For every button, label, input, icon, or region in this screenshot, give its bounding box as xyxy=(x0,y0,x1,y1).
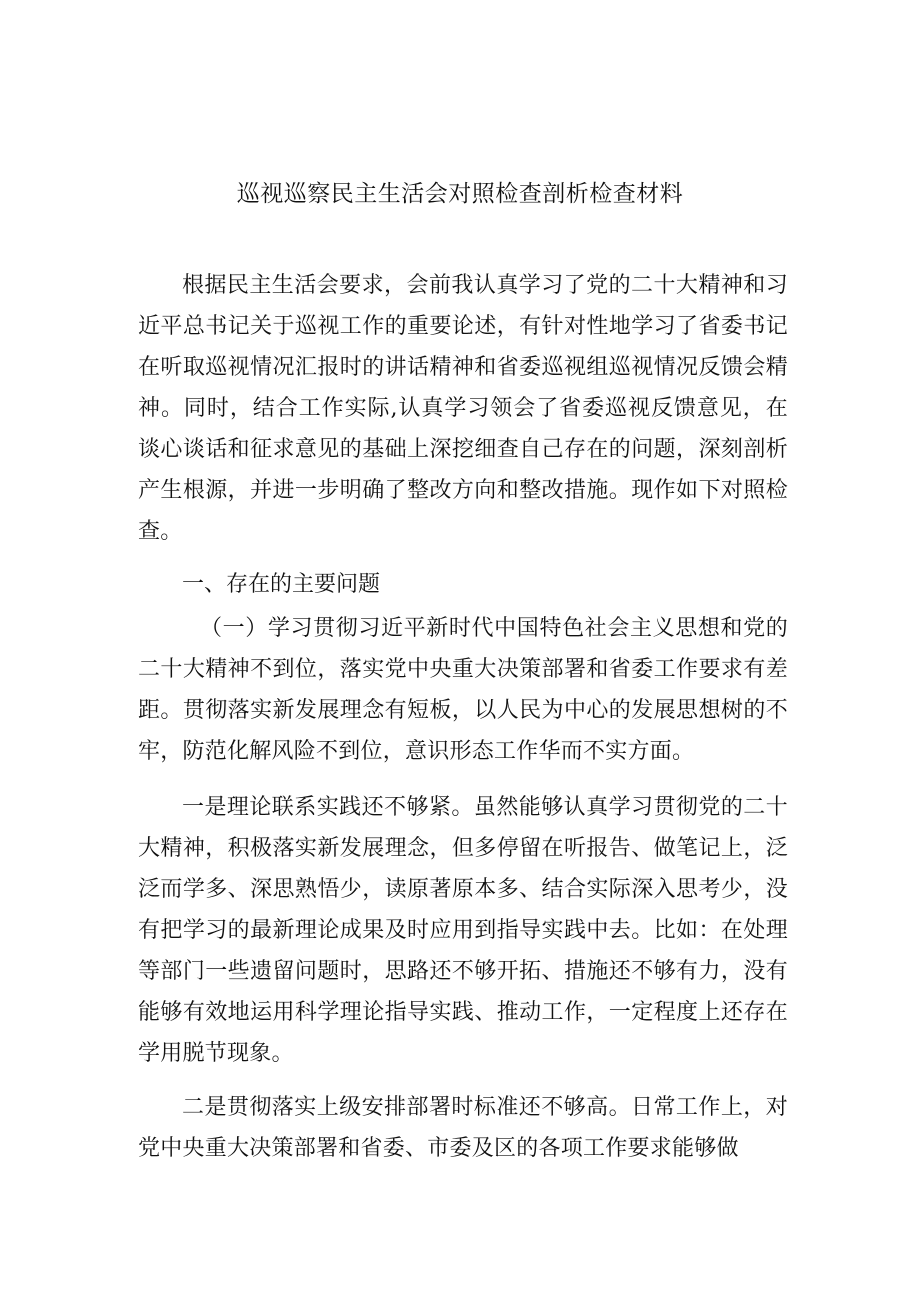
section-heading: 一、存在的主要问题 xyxy=(182,572,381,597)
point-two-paragraph: 二是贯彻落实上级安排部署时标准还不够高。日常工作上，对党中央重大决策部署和省委、市委及区的各项工作要求能够做 xyxy=(138,1095,788,1161)
intro-paragraph: 根据民主生活会要求，会前我认真学习了党的二十大精神和习近平总书记关于巡视工作的重要论述，有针对性地学习了省委书记在听取巡视情况汇报时的讲话精神和省委巡视组巡视情况反馈会精神。同时，结合工作实际,认真学习领会了省委巡视反馈意见，在谈心谈话和征求意见的基础上深挖细查自己存在的问题，深刻剖析产生根源，并进一步明确了整改方向和整改措施。现作如下对照检查。 xyxy=(138,273,788,544)
point-one-paragraph: 一是理论联系实践还不够紧。虽然能够认真学习贯彻党的二十大精神，积极落实新发展理念，但多停留在听报告、做笔记上，泛泛而学多、深思熟悟少，读原著原本多、结合实际深入思考少，没有把学习的最新理论成果及时应用到指导实践中去。比如：在处理等部门一些遗留问题时，思路还不够开拓、措施还不够有力，没有能够有效地运用科学理论指导实践、推动工作，一定程度上还存在学用脱节现象。 xyxy=(138,795,788,1066)
document-title: 巡视巡察民主生活会对照检查剖析检查材料 xyxy=(236,181,684,207)
subsection-paragraph: （一）学习贯彻习近平新时代中国特色社会主义思想和党的二十大精神不到位，落实党中央重大决策部署和省委工作要求有差距。贯彻落实新发展理念有短板，以人民为中心的发展思想树的不牢，防范化解风险不到位，意识形态工作华而不实方面。 xyxy=(138,616,788,764)
